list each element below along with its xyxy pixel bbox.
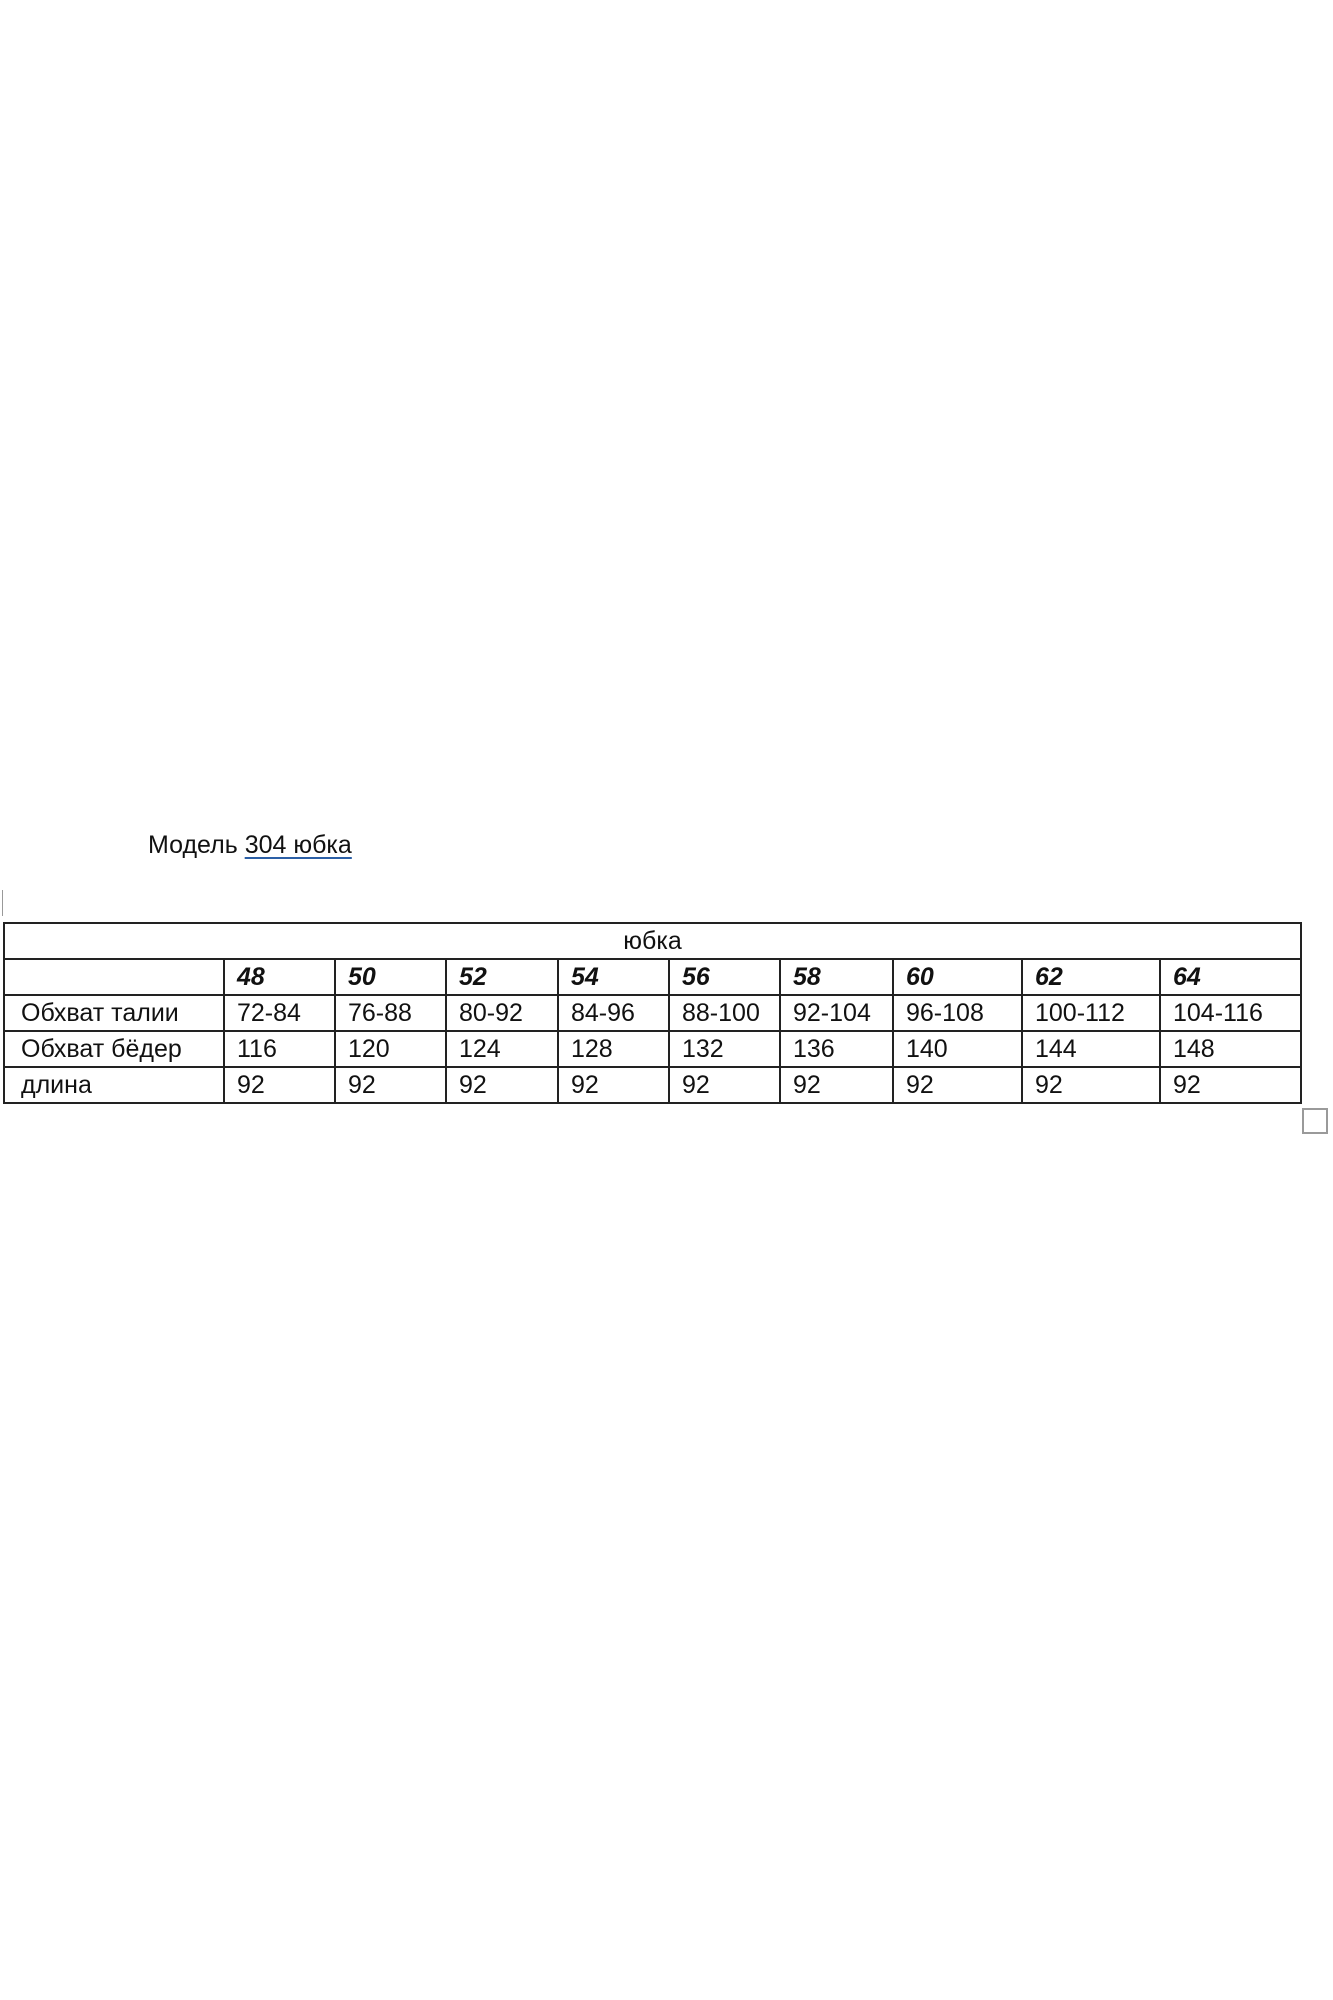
document-title: [148, 828, 352, 862]
table-cell: 80-92: [446, 995, 558, 1031]
table-cell: 136: [780, 1031, 893, 1067]
size-header-cell: 54: [558, 959, 669, 995]
title-prefix: Модель: [148, 831, 245, 859]
table-cell: 128: [558, 1031, 669, 1067]
table-cell: 148: [1160, 1031, 1301, 1067]
table-cell: 88-100: [669, 995, 780, 1031]
model-name-link[interactable]: 304 юбка: [244, 831, 352, 859]
table-cell: 92: [669, 1067, 780, 1103]
table-resize-handle[interactable]: [1302, 1108, 1328, 1134]
table-cell: 144: [1022, 1031, 1160, 1067]
empty-corner-cell: [4, 959, 224, 995]
table-cell: 100-112: [1022, 995, 1160, 1031]
table-cell: 92: [558, 1067, 669, 1103]
table-cell: 92: [224, 1067, 335, 1103]
size-header-cell: 52: [446, 959, 558, 995]
table-row: [4, 1031, 1301, 1067]
table-cell: 92-104: [780, 995, 893, 1031]
row-label: Обхват талии: [4, 995, 224, 1031]
table-cell: 92: [893, 1067, 1022, 1103]
caption-row: [4, 923, 1301, 959]
size-header-cell: 56: [669, 959, 780, 995]
size-header-cell: 58: [780, 959, 893, 995]
text-cursor: [2, 890, 3, 916]
size-header-cell: 62: [1022, 959, 1160, 995]
size-header-cell: 64: [1160, 959, 1301, 995]
table-cell: 76-88: [335, 995, 446, 1031]
table-cell: 84-96: [558, 995, 669, 1031]
row-label: длина: [4, 1067, 224, 1103]
size-header-cell: 50: [335, 959, 446, 995]
table-cell: 92: [780, 1067, 893, 1103]
table-caption: юбка: [4, 923, 1301, 959]
size-header-row: [4, 959, 1301, 995]
table-cell: 116: [224, 1031, 335, 1067]
size-header-cell: 48: [224, 959, 335, 995]
size-header-cell: 60: [893, 959, 1022, 995]
row-label: Обхват бёдер: [4, 1031, 224, 1067]
table-cell: 124: [446, 1031, 558, 1067]
table-cell: 132: [669, 1031, 780, 1067]
table-cell: 92: [1160, 1067, 1301, 1103]
table-row: [4, 1067, 1301, 1103]
table-cell: 72-84: [224, 995, 335, 1031]
size-chart-table: [3, 922, 1302, 1104]
table-cell: 140: [893, 1031, 1022, 1067]
table-cell: 92: [446, 1067, 558, 1103]
table-row: [4, 995, 1301, 1031]
table-cell: 92: [1022, 1067, 1160, 1103]
table-cell: 120: [335, 1031, 446, 1067]
table-cell: 96-108: [893, 995, 1022, 1031]
table-cell: 92: [335, 1067, 446, 1103]
table-cell: 104-116: [1160, 995, 1301, 1031]
